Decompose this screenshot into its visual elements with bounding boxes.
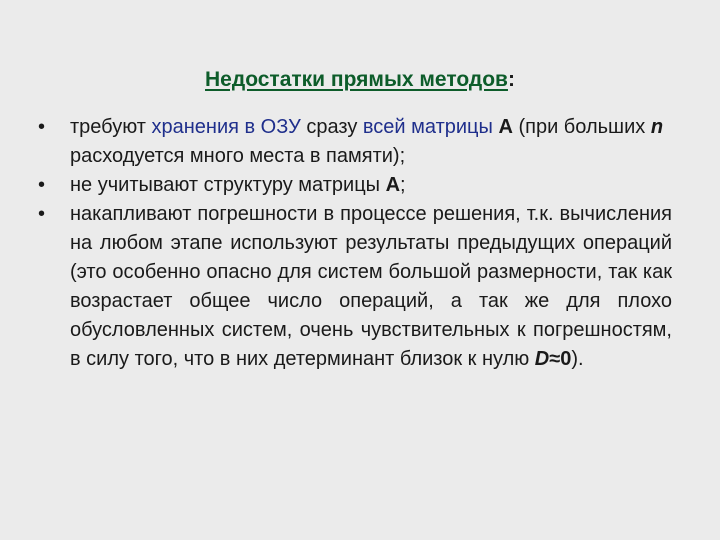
bullet-dot-icon: • (38, 116, 46, 138)
bullet-item-structure (0, 171, 672, 200)
bullet-text: сразу (300, 116, 363, 138)
bullet-text: ; (400, 174, 406, 196)
bullet-list (0, 113, 720, 374)
highlight-text: всей матрицы (362, 116, 493, 138)
bullet-text: ). (571, 348, 584, 370)
title-text: Недостатки прямых методов (205, 68, 508, 91)
bullet-text: (при больших (512, 116, 651, 138)
bullet-dot-icon: • (38, 174, 46, 196)
bullet-dot-icon: • (38, 203, 46, 225)
bullet-text: расходуется много места в памяти); (70, 145, 406, 167)
slide-title (0, 64, 720, 96)
determinant-symbol: D (534, 348, 550, 370)
bullet-text: требуют (70, 116, 152, 138)
bullet-item-storage (0, 113, 672, 171)
matrix-symbol: A (385, 174, 401, 196)
highlight-text: хранения в ОЗУ (151, 116, 301, 138)
bullet-item-errors (0, 200, 672, 374)
approx-zero: ≈0 (549, 348, 572, 370)
bullet-text: накапливают погрешности в процессе решения, т.к. вычисления на любом этапе используют результаты предыдущих операций (это особенно опасно для систем большой размерности, так как возрастает общее число операций, а так же для плохо обусловленных систем, очень чувствительных к погрешностям, в силу того, что в них детерминант близок к нулю (70, 203, 672, 370)
title-colon: : (507, 68, 515, 91)
bullet-text: не учитывают структуру матрицы (70, 174, 386, 196)
variable-n: n (650, 116, 664, 138)
matrix-symbol: A (498, 116, 513, 138)
